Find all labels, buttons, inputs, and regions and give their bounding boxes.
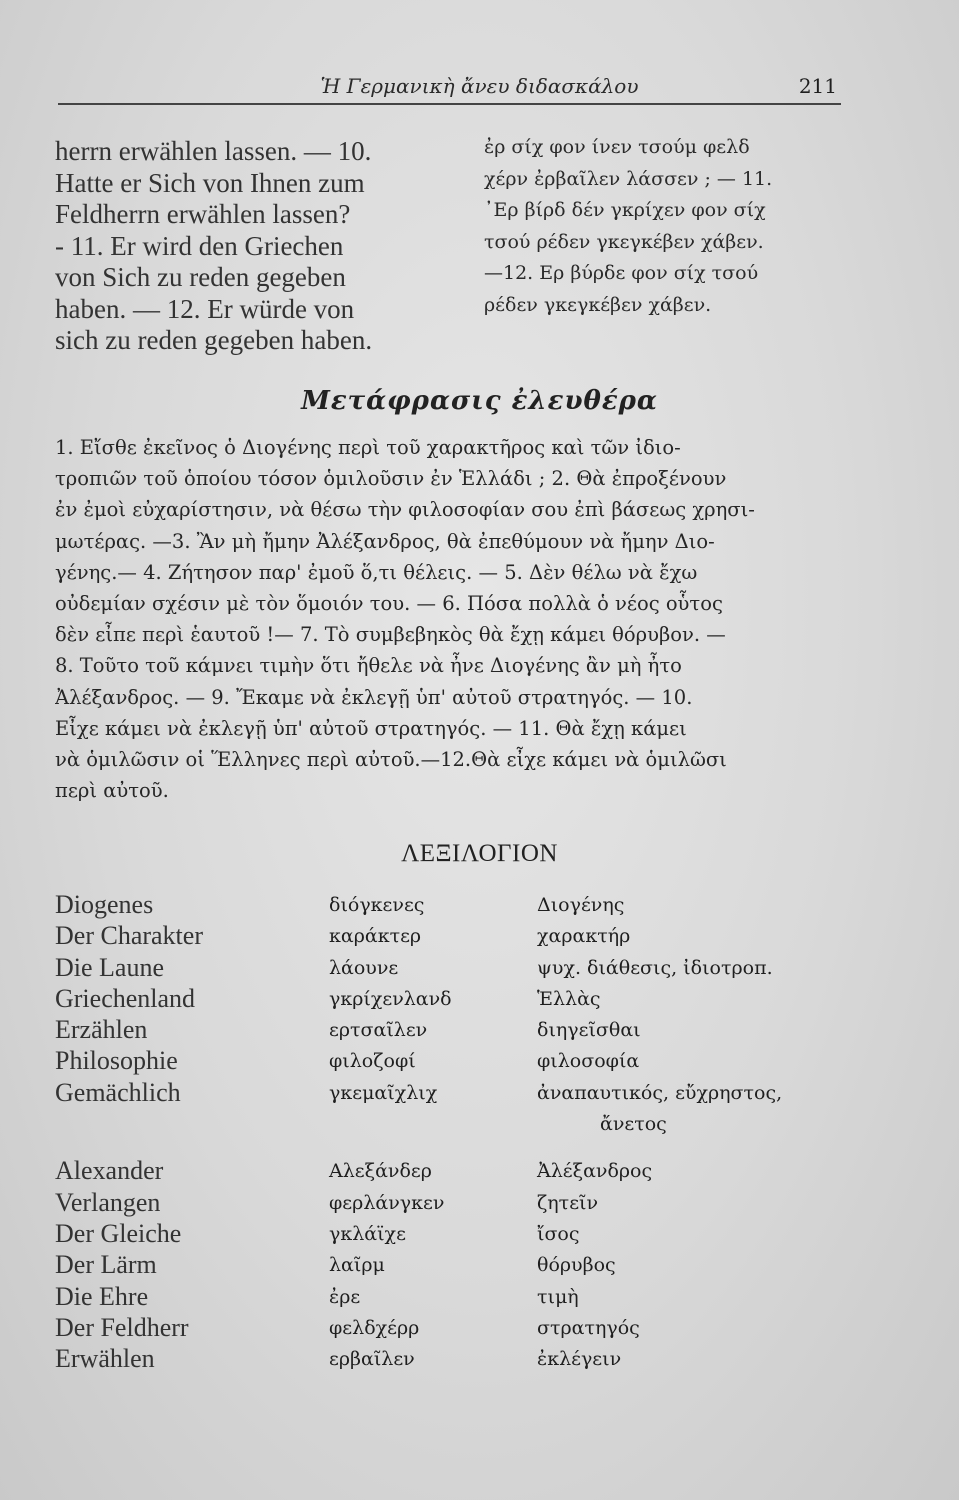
transliteration-column — [484, 132, 844, 321]
lexicon-row — [55, 1282, 855, 1313]
lexicon-greek: στρατηγός — [537, 1316, 640, 1339]
lexicon-row — [55, 921, 855, 952]
lexicon-row — [55, 1344, 855, 1375]
lexicon-transliteration: φελδχέρρ — [329, 1316, 420, 1339]
lexicon-row — [55, 984, 855, 1015]
lexicon-row — [55, 1015, 855, 1046]
lexicon-greek: Ἑλλὰς — [537, 987, 601, 1010]
german-line: haben. — 12. Er würde von — [55, 293, 355, 324]
lexicon-greek: ἀναπαυτικός, εὔχρηστος, — [537, 1081, 783, 1104]
lexicon-german: Philosophie — [55, 1046, 178, 1076]
lexicon-greek: χαρακτήρ — [537, 925, 631, 948]
translation-line: μωτέρας. —3. Ἂν μὴ ἤμην Ἀλέξανδρος, θὰ ἐπεθύμουν νὰ ἤμην Διο- — [55, 529, 715, 553]
lexicon-greek: Διογένης — [537, 894, 625, 916]
lexicon-row — [55, 1219, 855, 1250]
lexicon-transliteration: ερβαῖλεν — [329, 1348, 415, 1371]
lexicon-greek: διηγεῖσθαι — [537, 1019, 641, 1042]
translation-line: τροπιῶν τοῦ ὁποίου τόσον ὁμιλοῦσιν ἐν Ἑλλάδι ; 2. Θὰ ἐπροξένουν — [55, 467, 727, 491]
transliteration-line: τσού ρέδεν γκεγκέβεν χάβεν. — [484, 230, 764, 253]
translation-line: ἐν ἐμοὶ εὐχαρίστησιν, νὰ θέσω τὴν φιλοσοφίαν σου ἐπὶ βάσεως χρησι- — [55, 498, 755, 522]
german-line: von Sich zu reden gegeben — [55, 262, 346, 292]
translation-line: 1. Εἴσθε ἐκεῖνος ὁ Διογένης περὶ τοῦ χαρακτῆρος καὶ τῶν ἰδιο- — [55, 436, 681, 459]
header-rule — [58, 103, 841, 105]
translation-line: περὶ αὐτοῦ. — [55, 779, 169, 803]
translation-line: Εἶχε κάμει νὰ ἐκλεγῇ ὑπ' αὐτοῦ στρατηγός. — 11. Θὰ ἔχῃ κάμει — [55, 716, 687, 740]
translation-line: δὲν εἶπε περὶ ἑαυτοῦ !— 7. Τὸ συμβεβηκὸς θὰ ἔχῃ κάμει θόρυβον. — — [55, 623, 726, 647]
lexicon-transliteration: γκρίχενλανδ — [329, 987, 452, 1010]
lexicon-greek: φιλοσοφία — [537, 1050, 640, 1073]
lexicon-row — [55, 1046, 855, 1077]
lexicon-transliteration: Αλεξάνδερ — [329, 1160, 432, 1183]
lexicon-greek-continuation: ἄνετος — [600, 1113, 667, 1136]
lexicon-row — [55, 1156, 855, 1187]
german-line: sich zu reden gegeben haben. — [55, 325, 373, 355]
page-number: 211 — [798, 74, 837, 98]
lexicon-transliteration: ερτσαῖλεν — [329, 1019, 428, 1042]
lexicon-row — [55, 1188, 855, 1219]
lexicon-transliteration: καράκτερ — [329, 925, 422, 948]
translation-line: νὰ ὁμιλῶσιν οἱ Ἕλληνες περὶ αὐτοῦ.—12.Θὰ εἶχε κάμει νὰ ὁμιλῶσι — [55, 748, 727, 772]
transliteration-line: ἐρ σίχ φον ίνεν τσούμ φελδ — [484, 136, 750, 158]
running-header: Ἡ Γερμανικὴ ἄνευ διδασκάλου — [320, 74, 639, 98]
lexicon-transliteration: διόγκενες — [329, 894, 425, 916]
lexicon-greek: ἴσος — [537, 1222, 580, 1245]
lexicon-greek: ζητεῖν — [537, 1191, 599, 1214]
lexicon-german: Erzählen — [55, 1015, 148, 1045]
translation-paragraph — [55, 432, 845, 806]
lexicon-transliteration: γκεμαῖχλιχ — [329, 1081, 438, 1104]
lexicon-greek: Ἀλέξανδρος — [537, 1160, 653, 1183]
translation-line: οὐδεμίαν σχέσιν μὲ τὸν ὅμοιόν του. — 6. Πόσα πολλὰ ὁ νέος οὗτος — [55, 592, 723, 616]
lexicon-transliteration: λάουνε — [329, 956, 399, 979]
transliteration-line: ρέδεν γκεγκέβεν χάβεν. — [484, 293, 712, 316]
german-line: - 11. Er wird den Griechen — [55, 230, 344, 261]
german-line: herrn erwählen lassen. — 10. — [55, 136, 372, 166]
lexicon-german: Der Gleiche — [55, 1218, 182, 1248]
lexicon-german: Alexander — [55, 1156, 164, 1186]
lexicon-transliteration: λαῖρμ — [329, 1254, 385, 1277]
lexicon-german: Erwählen — [55, 1344, 155, 1374]
lexicon-heading: ΛΕΞΙΛΟΓΙΟΝ — [401, 840, 558, 867]
lexicon-german: Der Charakter — [55, 921, 203, 951]
transliteration-line: χέρν ἐρβαῖλεν λάσσεν ; — 11. — [484, 167, 773, 190]
german-line: Feldherrn erwählen lassen? — [55, 199, 351, 229]
lexicon-greek: ψυχ. διάθεσις, ἰδιοτροπ. — [537, 956, 773, 979]
lexicon-row — [55, 1250, 855, 1281]
lexicon-german: Diogenes — [55, 890, 154, 919]
lexicon-german: Gemächlich — [55, 1077, 181, 1107]
transliteration-line: ᾿Ερ βίρδ δέν γκρίχεν φον σίχ — [484, 199, 766, 221]
lexicon-german: Der Lärm — [55, 1250, 157, 1280]
lexicon-row-continuation — [55, 1109, 855, 1140]
lexicon-row — [55, 890, 855, 921]
translation-line: 8. Τοῦτο τοῦ κάμνει τιμὴν ὅτι ἤθελε νὰ ἦνε Διογένης ἂν μὴ ἦτο — [55, 654, 682, 678]
lexicon-row — [55, 1313, 855, 1344]
translation-line: Ἀλέξανδρος. — 9. Ἔκαμε νὰ ἐκλεγῇ ὑπ' αὐτοῦ στρατηγός. — 10. — [55, 685, 693, 709]
transliteration-line: —12. Ερ βύρδε φον σίχ τσού — [484, 262, 759, 284]
lexicon-row — [55, 1078, 855, 1109]
lexicon-german: Verlangen — [55, 1187, 161, 1217]
lexicon-greek: θόρυβος — [537, 1254, 616, 1277]
translation-heading: Μετάφρασις ἐλευθέρα — [301, 386, 658, 416]
lexicon-row — [55, 953, 855, 984]
lexicon-german: Die Laune — [55, 952, 165, 982]
lexicon-table — [55, 890, 855, 1375]
lexicon-german: Die Ehre — [55, 1281, 149, 1311]
lexicon-greek: ἐκλέγειν — [537, 1348, 622, 1371]
lexicon-transliteration: φερλάνγκεν — [329, 1191, 445, 1214]
lexicon-transliteration: ἐρε — [329, 1285, 361, 1308]
lexicon-german: Griechenland — [55, 983, 196, 1013]
lexicon-german: Der Feldherr — [55, 1312, 189, 1342]
lexicon-group-gap — [55, 1140, 855, 1156]
lexicon-transliteration: φιλοζοφί — [329, 1050, 416, 1073]
german-text-column — [55, 136, 475, 357]
lexicon-greek: τιμὴ — [537, 1285, 579, 1308]
lexicon-transliteration: γκλάϊχε — [329, 1222, 406, 1245]
german-line: Hatte er Sich von Ihnen zum — [55, 167, 365, 198]
translation-line: γένης.— 4. Ζήτησον παρ' ἐμοῦ ὅ,τι θέλεις. — 5. Δὲν θέλω νὰ ἔχω — [55, 560, 698, 584]
